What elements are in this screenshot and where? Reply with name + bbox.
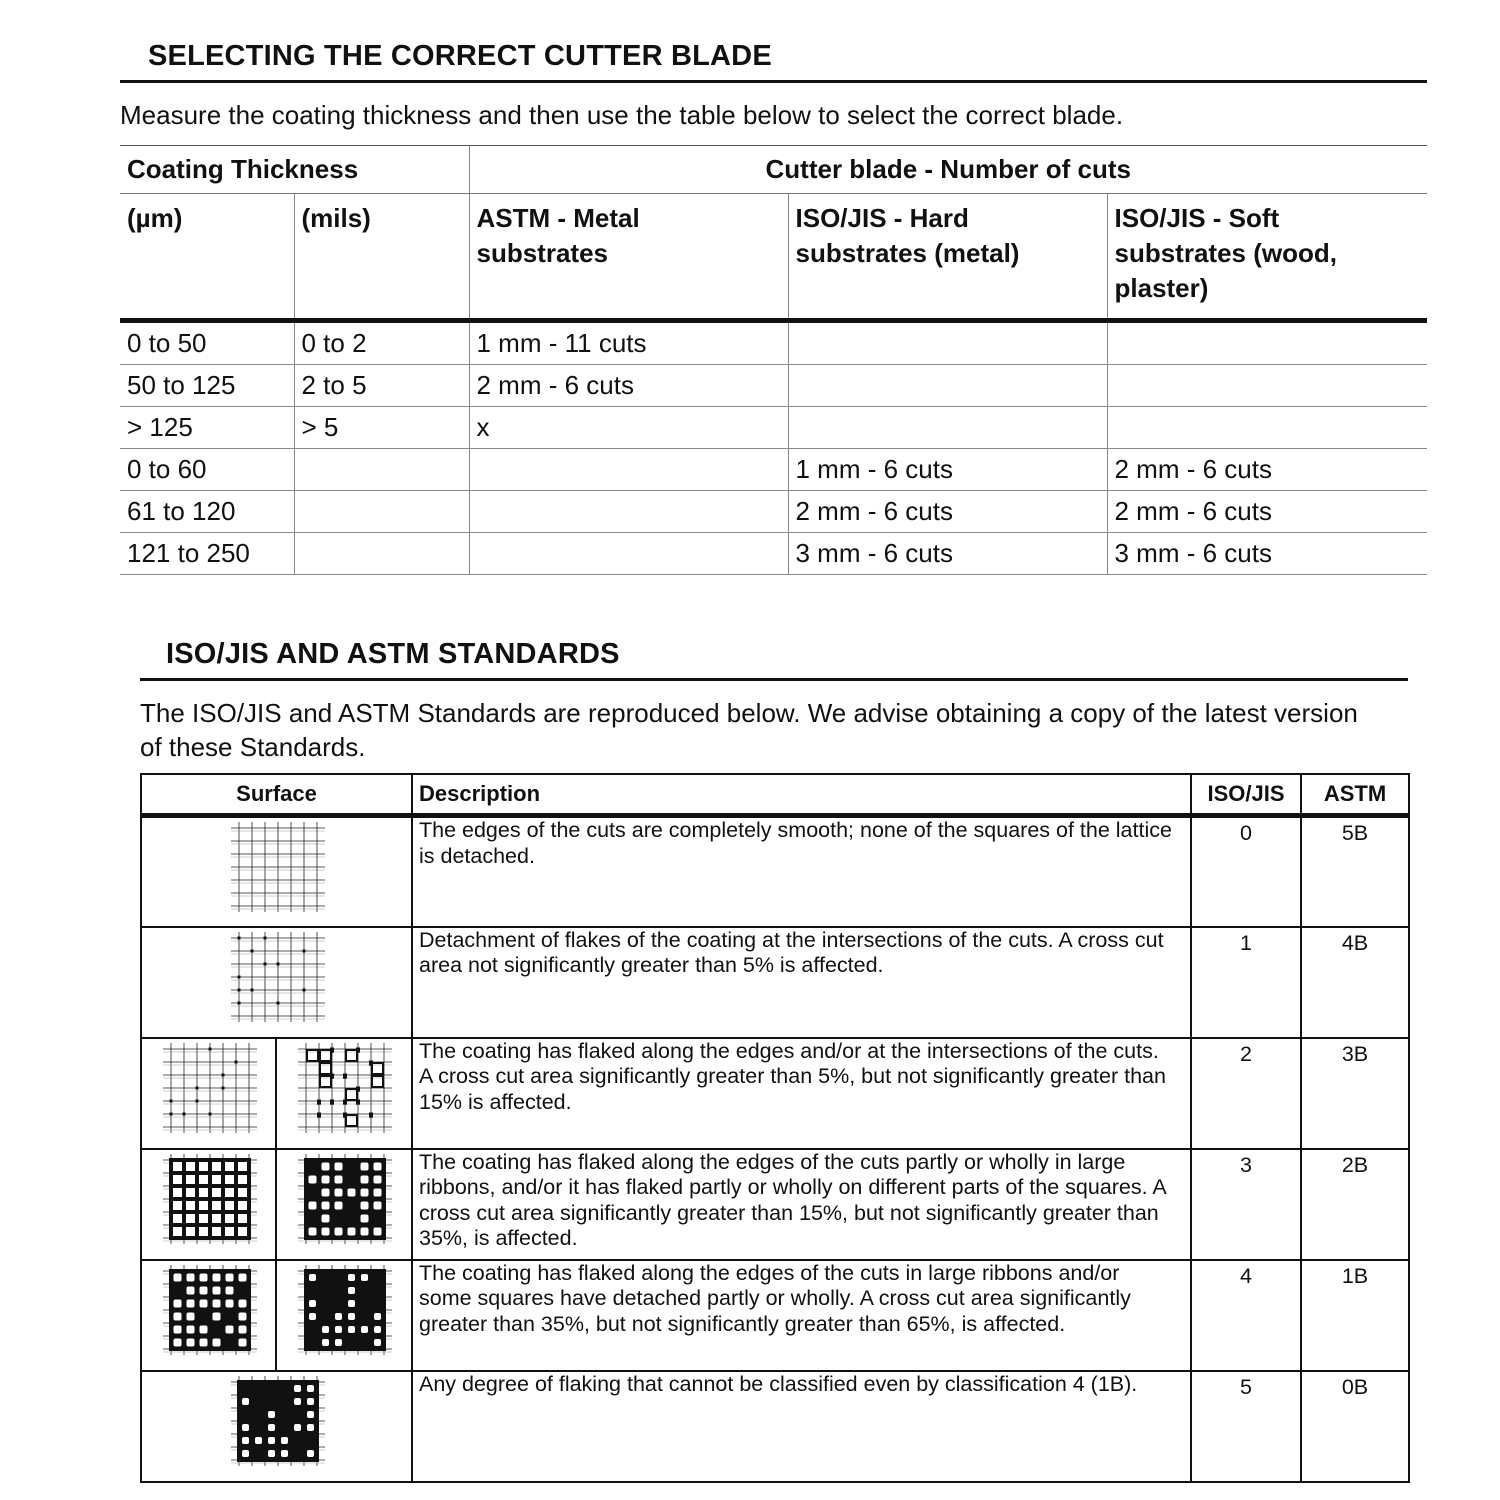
table-row bbox=[120, 321, 1427, 365]
cell-soft: 2 mm - 6 cuts bbox=[1107, 449, 1427, 491]
classification-astm: 2B bbox=[1301, 1149, 1409, 1260]
description-line: 35%, is affected. bbox=[419, 1226, 578, 1250]
description-line: The coating has flaked along the edges of the cuts partly or wholly in large bbox=[419, 1149, 1126, 1174]
classification-iso: 3 bbox=[1191, 1149, 1301, 1260]
description-line: The coating has flaked along the edges and/or at the intersections of the cuts. bbox=[419, 1038, 1159, 1063]
cell-hard: 3 mm - 6 cuts bbox=[788, 533, 1107, 575]
description-line: Any degree of flaking that cannot be classified even by classification 4 (1B). bbox=[419, 1371, 1138, 1396]
description-line: ribbons, and/or it has flaked partly or wholly on different parts of the squares. A bbox=[419, 1175, 1167, 1199]
description-line: some squares have detached partly or wholly. A cross cut area significantly bbox=[419, 1286, 1131, 1310]
cell-soft bbox=[1107, 321, 1427, 365]
table-row bbox=[141, 1149, 1409, 1260]
header-description: Description bbox=[412, 774, 1191, 816]
description-line: cross cut area significantly greater than 15%, but not significantly greater than bbox=[419, 1200, 1159, 1225]
cell-soft bbox=[1107, 407, 1427, 449]
surface-illustration bbox=[276, 1260, 412, 1371]
cell-hard: 1 mm - 6 cuts bbox=[788, 449, 1107, 491]
description-cell bbox=[412, 1149, 1191, 1260]
cell-um: 0 to 60 bbox=[120, 449, 294, 491]
header-surface: Surface bbox=[141, 774, 412, 816]
cell-mils: 0 to 2 bbox=[294, 321, 469, 365]
cell-astm: 2 mm - 6 cuts bbox=[469, 365, 788, 407]
cutter-blade-table bbox=[120, 145, 1427, 575]
description-cell bbox=[412, 1038, 1191, 1149]
header-coating-thickness: Coating Thickness bbox=[120, 146, 469, 194]
section2-heading-rule bbox=[140, 678, 1408, 681]
description-line: is detached. bbox=[419, 843, 535, 868]
classification-iso: 4 bbox=[1191, 1260, 1301, 1371]
description-line: The edges of the cuts are completely smooth; none of the squares of the lattice bbox=[419, 818, 1172, 842]
description-cell bbox=[412, 927, 1191, 1038]
surface-illustration bbox=[141, 1038, 276, 1149]
table-row bbox=[120, 491, 1427, 533]
cell-astm: 1 mm - 11 cuts bbox=[469, 321, 788, 365]
cell-mils: 2 to 5 bbox=[294, 365, 469, 407]
classification-iso: 5 bbox=[1191, 1371, 1301, 1482]
table-row bbox=[120, 449, 1427, 491]
cell-mils: > 5 bbox=[294, 407, 469, 449]
classification-iso: 1 bbox=[1191, 927, 1301, 1038]
cell-soft bbox=[1107, 365, 1427, 407]
surface-illustration bbox=[141, 1149, 276, 1260]
section1-intro: Measure the coating thickness and then use the table below to select the correct blade. bbox=[120, 100, 1124, 130]
cell-astm bbox=[469, 533, 788, 575]
col-header-iso-hard: ISO/JIS - Hard substrates (metal) bbox=[788, 194, 1107, 321]
table-row bbox=[120, 533, 1427, 575]
table-row bbox=[141, 1038, 1409, 1149]
standards-table bbox=[140, 773, 1410, 1483]
classification-iso: 0 bbox=[1191, 816, 1301, 927]
classification-astm: 5B bbox=[1301, 816, 1409, 927]
col-header-mils: (mils) bbox=[294, 194, 469, 321]
cell-soft: 3 mm - 6 cuts bbox=[1107, 533, 1427, 575]
surface-illustration bbox=[141, 1371, 412, 1482]
description-line: Detachment of flakes of the coating at the intersections of the cuts. A cross cut bbox=[419, 927, 1164, 952]
cell-soft: 2 mm - 6 cuts bbox=[1107, 491, 1427, 533]
cell-mils bbox=[294, 533, 469, 575]
description-line: greater than 35%, but not significantly greater than 65%, is affected. bbox=[419, 1311, 1066, 1336]
surface-illustration bbox=[141, 1260, 276, 1371]
table-row bbox=[141, 1260, 1409, 1371]
cell-um: 50 to 125 bbox=[120, 365, 294, 407]
header-cutter-blade: Cutter blade - Number of cuts bbox=[469, 146, 1427, 194]
section2-heading: ISO/JIS AND ASTM STANDARDS bbox=[166, 638, 620, 670]
classification-astm: 3B bbox=[1301, 1038, 1409, 1149]
col-header-iso-soft: ISO/JIS - Soft substrates (wood, plaster) bbox=[1107, 194, 1427, 321]
header-astm: ASTM bbox=[1301, 774, 1409, 816]
cell-mils bbox=[294, 491, 469, 533]
table-row bbox=[141, 1371, 1409, 1482]
description-line: The coating has flaked along the edges of the cuts in large ribbons and/or bbox=[419, 1260, 1120, 1285]
surface-illustration bbox=[141, 816, 412, 927]
cell-hard bbox=[788, 321, 1107, 365]
header-iso-jis: ISO/JIS bbox=[1191, 774, 1301, 816]
cell-astm: x bbox=[469, 407, 788, 449]
description-cell bbox=[412, 816, 1191, 927]
description-line: 15% is affected. bbox=[419, 1089, 572, 1114]
description-cell bbox=[412, 1260, 1191, 1371]
cell-hard bbox=[788, 407, 1107, 449]
cell-um: 61 to 120 bbox=[120, 491, 294, 533]
surface-illustration bbox=[276, 1038, 412, 1149]
cell-mils bbox=[294, 449, 469, 491]
cell-um: > 125 bbox=[120, 407, 294, 449]
table-row bbox=[141, 927, 1409, 1038]
section2-intro: The ISO/JIS and ASTM Standards are reproduced below. We advise obtaining a copy of the latest version of these Standards. bbox=[140, 698, 1358, 762]
classification-astm: 4B bbox=[1301, 927, 1409, 1038]
classification-astm: 0B bbox=[1301, 1371, 1409, 1482]
cell-um: 121 to 250 bbox=[120, 533, 294, 575]
classification-astm: 1B bbox=[1301, 1260, 1409, 1371]
classification-iso: 2 bbox=[1191, 1038, 1301, 1149]
table-row bbox=[141, 816, 1409, 927]
cell-um: 0 to 50 bbox=[120, 321, 294, 365]
section1-heading-rule bbox=[120, 80, 1427, 83]
surface-illustration bbox=[276, 1149, 412, 1260]
description-cell bbox=[412, 1371, 1191, 1482]
cell-hard: 2 mm - 6 cuts bbox=[788, 491, 1107, 533]
surface-illustration bbox=[141, 927, 412, 1038]
col-header-astm-metal: ASTM - Metal substrates bbox=[469, 194, 788, 321]
cell-astm bbox=[469, 449, 788, 491]
description-line: A cross cut area significantly greater than 5%, but not significantly greater than bbox=[419, 1064, 1166, 1088]
col-header-um: (µm) bbox=[120, 194, 294, 321]
cell-astm bbox=[469, 491, 788, 533]
description-line: area not significantly greater than 5% is affected. bbox=[419, 953, 884, 977]
table-row bbox=[120, 365, 1427, 407]
table-row bbox=[120, 407, 1427, 449]
cell-hard bbox=[788, 365, 1107, 407]
section1-heading: SELECTING THE CORRECT CUTTER BLADE bbox=[148, 40, 772, 72]
